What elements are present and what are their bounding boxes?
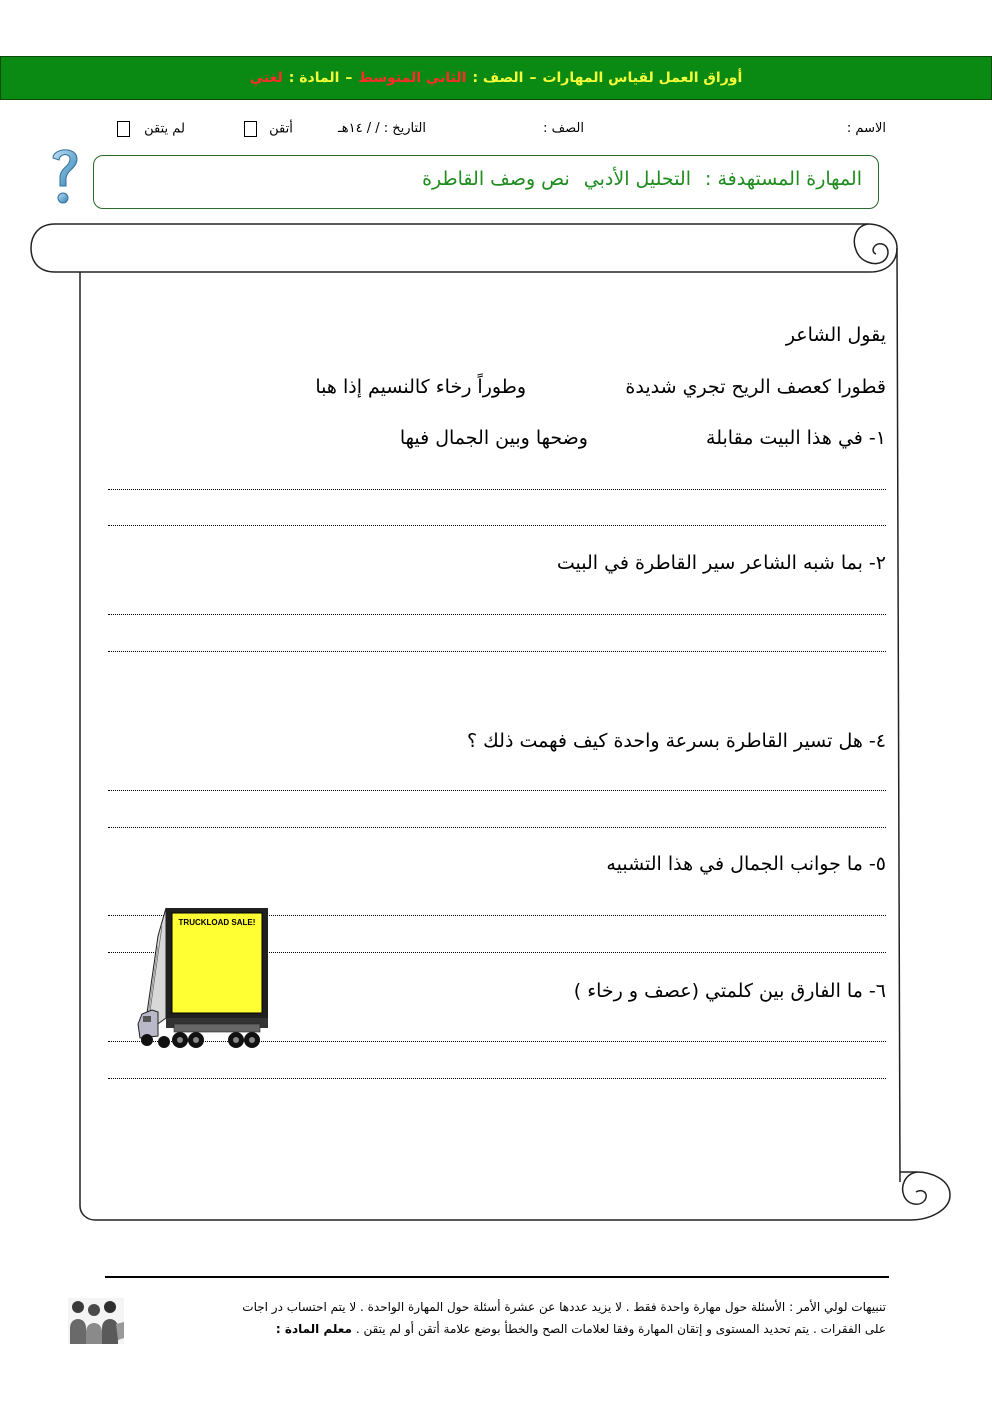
- question-4: ٤- هل تسير القاطرة بسرعة واحدة كيف فهمت ذلك ؟: [467, 730, 886, 752]
- question-5: ٥- ما جوانب الجمال في هذا التشبيه: [606, 853, 886, 875]
- skill-value-text: نص وصف القاطرة: [422, 168, 570, 190]
- notes-line-2: على الفقرات . يتم تحديد المستوى و إتقان المهارة وفقا لعلامات الصح والخطأ بوضع علامة أتقن أو لم يتقن .: [355, 1322, 886, 1336]
- answer-line[interactable]: [108, 525, 886, 526]
- answer-line[interactable]: [108, 790, 886, 791]
- question-1-part-a: ١- في هذا البيت مقابلة: [706, 427, 886, 449]
- parent-notes: [126, 1296, 886, 1340]
- header-separator: –: [529, 70, 537, 86]
- question-1-part-b: وضحها وبين الجمال فيها: [399, 427, 588, 449]
- answer-line[interactable]: [108, 1078, 886, 1079]
- answer-line[interactable]: [108, 489, 886, 490]
- question-2: ٢- بما شبه الشاعر سير القاطرة في البيت: [556, 552, 886, 574]
- class-field-label: الصف :: [543, 121, 584, 136]
- answer-line[interactable]: [108, 827, 886, 828]
- intro-text: يقول الشاعر: [785, 324, 886, 346]
- header-separator: –: [345, 70, 353, 86]
- header-grade-value: الثاني المتوسط: [358, 70, 467, 86]
- name-field-label: الاسم :: [846, 121, 886, 136]
- header-subject-label: المادة :: [288, 70, 340, 86]
- answer-line[interactable]: [108, 614, 886, 615]
- question-6: ٦- ما الفارق بين كلمتي (عصف و رخاء ): [573, 980, 886, 1002]
- header-grade-label: الصف :: [472, 70, 524, 86]
- footer-divider: [105, 1276, 889, 1278]
- header-subject-value: لغتي: [249, 70, 283, 86]
- skill-label: المهارة المستهدفة :: [705, 168, 862, 190]
- truck-sign-text: TRUCKLOAD SALE!: [178, 918, 256, 927]
- mastered-label: أتقن: [269, 121, 293, 137]
- header-title: أوراق العمل لقياس المهارات: [542, 70, 743, 86]
- truck-illustration: [136, 906, 272, 1054]
- people-clipart-icon: [68, 1298, 124, 1344]
- skill-value-analysis: التحليل الأدبي: [583, 168, 691, 190]
- date-field-label: التاريخ : / / ١٤هـ: [337, 121, 426, 136]
- verse-second-hemistich: وطوراً رخاء كالنسيم إذا هبا: [315, 376, 526, 398]
- answer-line[interactable]: [108, 651, 886, 652]
- notes-line-1: تنبيهات لولي الأمر : الأسئلة حول مهارة واحدة فقط . لا يزيد عددها عن عشرة أسئلة حول المهارة الواحدة . لا يتم احتساب در اجات: [242, 1300, 886, 1314]
- verse-first-hemistich: قطورا كعصف الريح تجري شديدة: [625, 376, 886, 398]
- not-mastered-label: لم يتقن: [144, 121, 185, 137]
- teacher-label: معلم المادة :: [275, 1322, 352, 1336]
